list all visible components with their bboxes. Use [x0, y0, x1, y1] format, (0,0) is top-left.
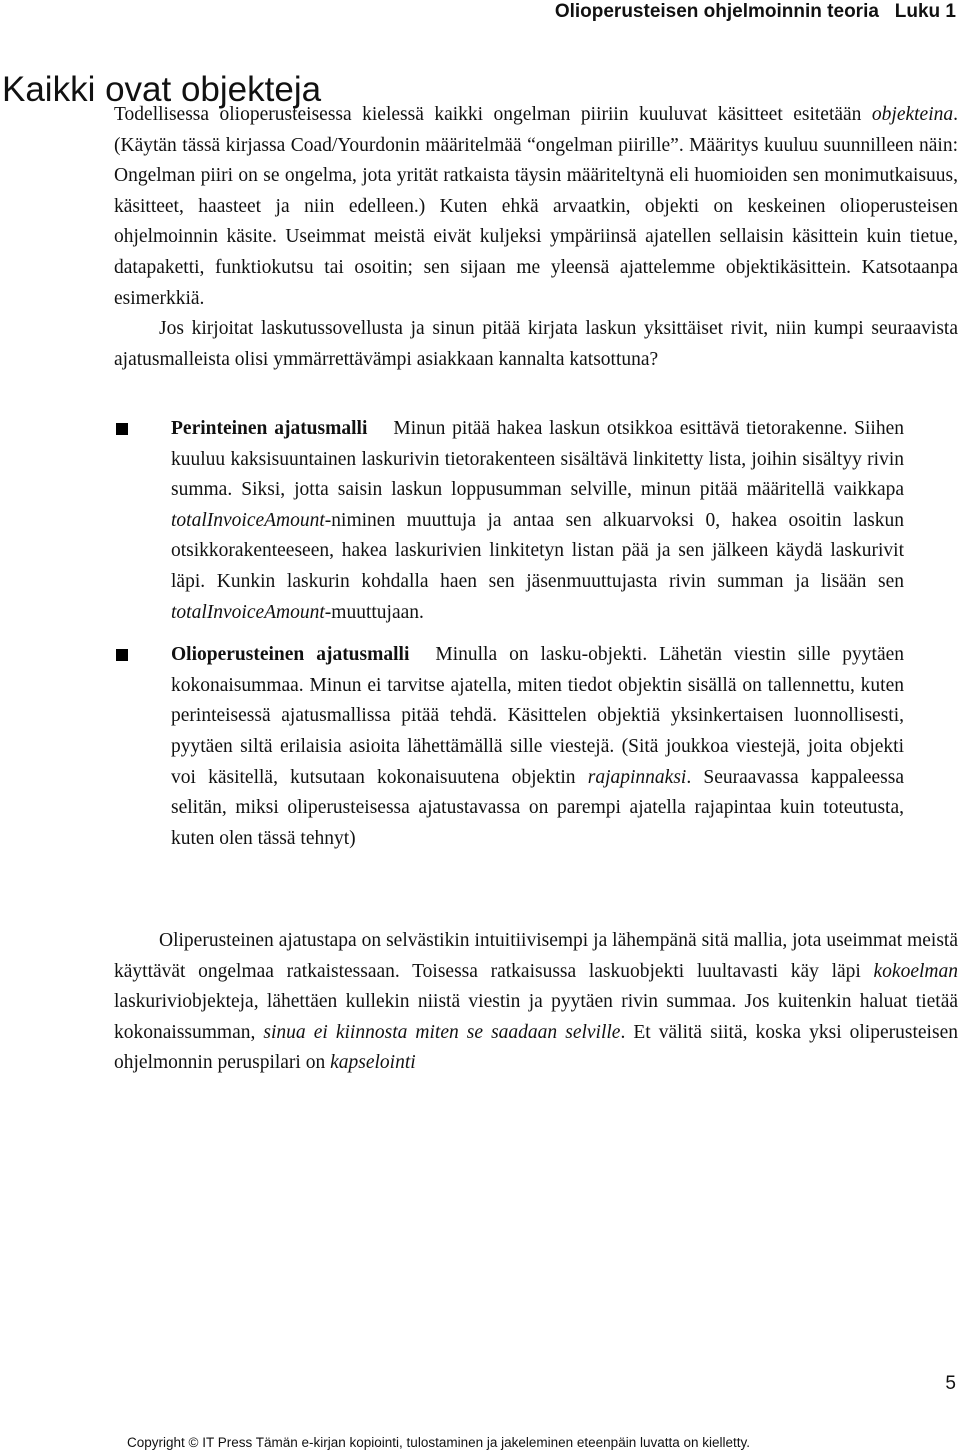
bullet-text-b: -niminen muuttuja ja antaa sen alkuarvoksi 0, hakea osoitin laskun otsikkorakenteeseen, hakea laskurivien linkitetyn listan pää ja sen jälkeen käydä laskurivit läpi. Kunkin laskurin kohdalla haen sen jäsenmuuttujasta rivin summan ja lisään sen — [171, 509, 904, 592]
bullet-list — [114, 414, 904, 854]
closing-emphasis-3: kapselointi — [330, 1052, 416, 1074]
chapter-title: Kaikki ovat objekteja — [2, 70, 322, 109]
intro-p1-text-b: . (Käytän tässä kirjassa Coad/Yourdonin määritelmää “ongelman piirille”. Määritys kuuluu suunnilleen näin: Ongelman piiri on se ongelma, jota yrität ratkaista täysin määriteltynä eli huomioiden sen monimutkaisuus, käsitteet, haasteet ja niin edelleen.) Kuten ehkä arvaatkin, objekti on keskeinen olioperusteisen ohjelmoinnin käsite. Useimmat meistä eivät kuljeksi ympäriinsä ajatellen sellaisin käsittein kuin tietue, datapaketti, funktiokutsu tai osoitin; sen sijaan me yleensä ajattelemme objektikäsittein. Katsotaanpa esimerkkiä. — [114, 104, 958, 309]
closing-text-b: laskuriviobjekteja, lähettäen kullekin niistä viestin ja pyytäen rivin summaa. Jos kuitenkin haluat tietää kokonaissumman, — [114, 991, 958, 1043]
intro-paragraph-1 — [114, 100, 958, 314]
chapter-label: Luku 1 — [894, 1, 956, 22]
running-title: Olioperusteisen ohjelmoinnin teoria — [554, 1, 879, 22]
intro-p1-text-a: Todellisessa olioperusteisessa kielessä kaikki ongelman piiriin kuuluvat käsitteet esitetään — [114, 104, 872, 125]
bullet-emphasis-2: totalInvoiceAmount — [171, 601, 325, 623]
intro-p1-emphasis: objekteina — [871, 104, 954, 125]
bullet-text-c: -muuttujaan. — [324, 601, 424, 623]
square-bullet-icon — [116, 423, 128, 435]
bullet-text-b: . Seuraavassa kappaleessa selitän, miksi oliperusteisessa ajatustavassa on parempi ajatella rajapintaa kuin toteutusta, kuten olen tässä tehnyt) — [171, 766, 904, 849]
intro-section — [114, 100, 958, 375]
bullet-term: Perinteinen ajatusmalli — [171, 418, 368, 439]
closing-paragraph — [114, 926, 958, 1079]
bullet-emphasis-1: rajapinnaksi — [587, 766, 687, 788]
closing-text-c: . Et välitä siitä, koska yksi oliperusteisen ohjelmonnin peruspilari on — [114, 1021, 958, 1074]
bullet-item-traditional — [114, 414, 904, 628]
bullet-term: Olioperusteinen ajatusmalli — [171, 644, 410, 666]
running-header — [555, 0, 956, 24]
square-bullet-icon — [116, 649, 128, 661]
closing-text-a: Oliperusteinen ajatustapa on selvästikin intuitiivisempi ja lähempänä sitä mallia, jota useimmat meistä käyttävät ongelmaa ratkaistessaan. Toisessa ratkaisussa laskuobjekti luultavasti käy läpi — [114, 930, 958, 982]
bullet-text-a: Minulla on lasku-objekti. Lähetän viestin sille pyytäen kokonaisummaa. Minun ei tarvitse ajatella, miten tiedot objektin sisällä on tallennettu, kuten perinteisessä ajatusmallissa pitää tehdä. Käsittelen objektiä yksinkertaisen luonnollisesti, pyytäen siltä erilaisia asioita lähettämällä sille viestejä. (Sitä joukkoa viestejä, joita objekti voi käsitellä, kutsutaan kokonaisuutena objektin — [171, 644, 905, 788]
bullet-text-a: Minun pitää hakea laskun otsikkoa esittävä tietorakenne. Siihen kuuluu kaksisuuntainen laskurivin tietorakenteen sisältävä linkitetty lista, joihin sisältyy rivin summa. Siksi, jotta saisin laskun loppusumman selville, minun pitää määritellä vaikkapa — [171, 418, 904, 501]
bullet-item-object-oriented — [114, 640, 904, 854]
page-number: 5 — [945, 1373, 956, 1394]
intro-paragraph-2: Jos kirjoitat laskutussovellusta ja sinun pitää kirjata laskun yksittäiset rivit, niin kumpi seuraavista ajatusmalleista olisi ymmärrettävämpi asiakkaan kannalta katsottuna? — [114, 318, 958, 370]
closing-emphasis-2: sinua ei kiinnosta miten se saadaan selville — [263, 1021, 621, 1043]
bullet-emphasis-1: totalInvoiceAmount — [171, 509, 325, 531]
copyright-footer: Copyright © IT Press Tämän e-kirjan kopiointi, tulostaminen ja jakeleminen eteenpäin luvatta on kielletty. — [127, 1435, 751, 1450]
closing-emphasis-1: kokoelman — [873, 960, 958, 982]
